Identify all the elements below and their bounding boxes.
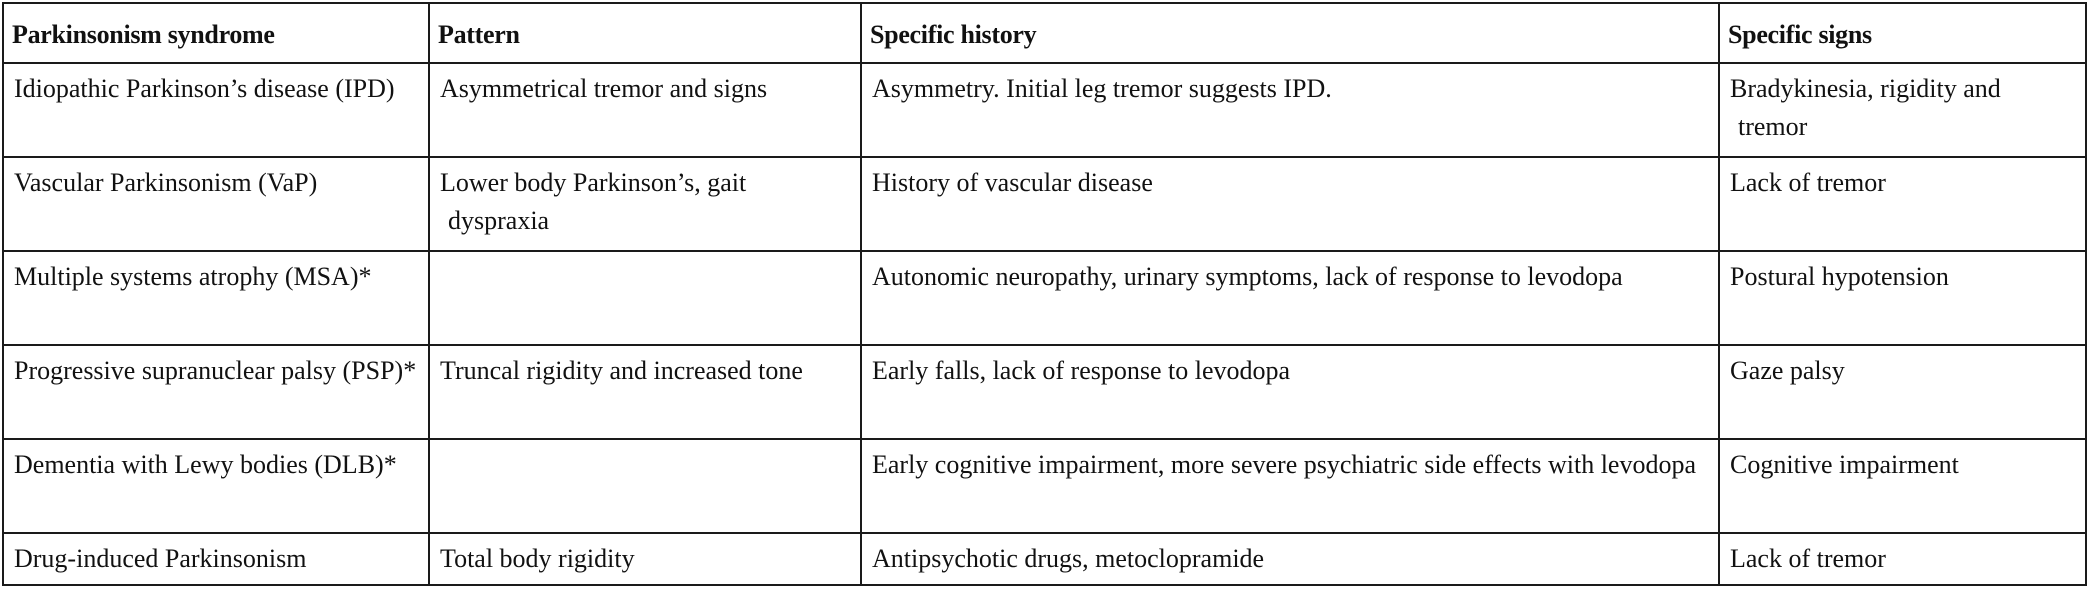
cell-pattern: Asymmetrical tremor and signs — [429, 63, 861, 157]
cell-history: Early cognitive impairment, more severe psychiatric side effects with levodopa — [861, 439, 1719, 533]
header-specific-signs: Specific signs — [1719, 3, 2086, 63]
table-row — [3, 533, 2086, 585]
cell-signs: Bradykinesia, rigidity and tremor — [1719, 63, 2086, 157]
header-pattern: Pattern — [429, 3, 861, 63]
cell-pattern: Total body rigidity — [429, 533, 861, 585]
cell-history: Asymmetry. Initial leg tremor suggests IPD. — [861, 63, 1719, 157]
table-row — [3, 251, 2086, 345]
cell-signs: Postural hypotension — [1719, 251, 2086, 345]
cell-signs: Lack of tremor — [1719, 157, 2086, 251]
cell-signs: Gaze palsy — [1719, 345, 2086, 439]
cell-history: History of vascular disease — [861, 157, 1719, 251]
parkinsonism-table — [2, 2, 2087, 586]
cell-history: Early falls, lack of response to levodopa — [861, 345, 1719, 439]
cell-signs: Cognitive impairment — [1719, 439, 2086, 533]
cell-pattern: Lower body Parkinson’s, gait dyspraxia — [429, 157, 861, 251]
cell-pattern — [429, 251, 861, 345]
cell-syndrome: Progressive supranuclear palsy (PSP)* — [3, 345, 429, 439]
table-row — [3, 157, 2086, 251]
header-parkinsonism-syndrome: Parkinsonism syndrome — [3, 3, 429, 63]
cell-syndrome: Dementia with Lewy bodies (DLB)* — [3, 439, 429, 533]
table-row — [3, 345, 2086, 439]
header-row — [3, 3, 2086, 63]
cell-pattern: Truncal rigidity and increased tone — [429, 345, 861, 439]
cell-pattern — [429, 439, 861, 533]
table-row — [3, 439, 2086, 533]
header-specific-history: Specific history — [861, 3, 1719, 63]
table-row — [3, 63, 2086, 157]
cell-syndrome: Vascular Parkinsonism (VaP) — [3, 157, 429, 251]
cell-syndrome: Idiopathic Parkinson’s disease (IPD) — [3, 63, 429, 157]
cell-history: Antipsychotic drugs, metoclopramide — [861, 533, 1719, 585]
cell-syndrome: Drug-induced Parkinsonism — [3, 533, 429, 585]
cell-syndrome: Multiple systems atrophy (MSA)* — [3, 251, 429, 345]
cell-signs: Lack of tremor — [1719, 533, 2086, 585]
cell-history: Autonomic neuropathy, urinary symptoms, lack of response to levodopa — [861, 251, 1719, 345]
